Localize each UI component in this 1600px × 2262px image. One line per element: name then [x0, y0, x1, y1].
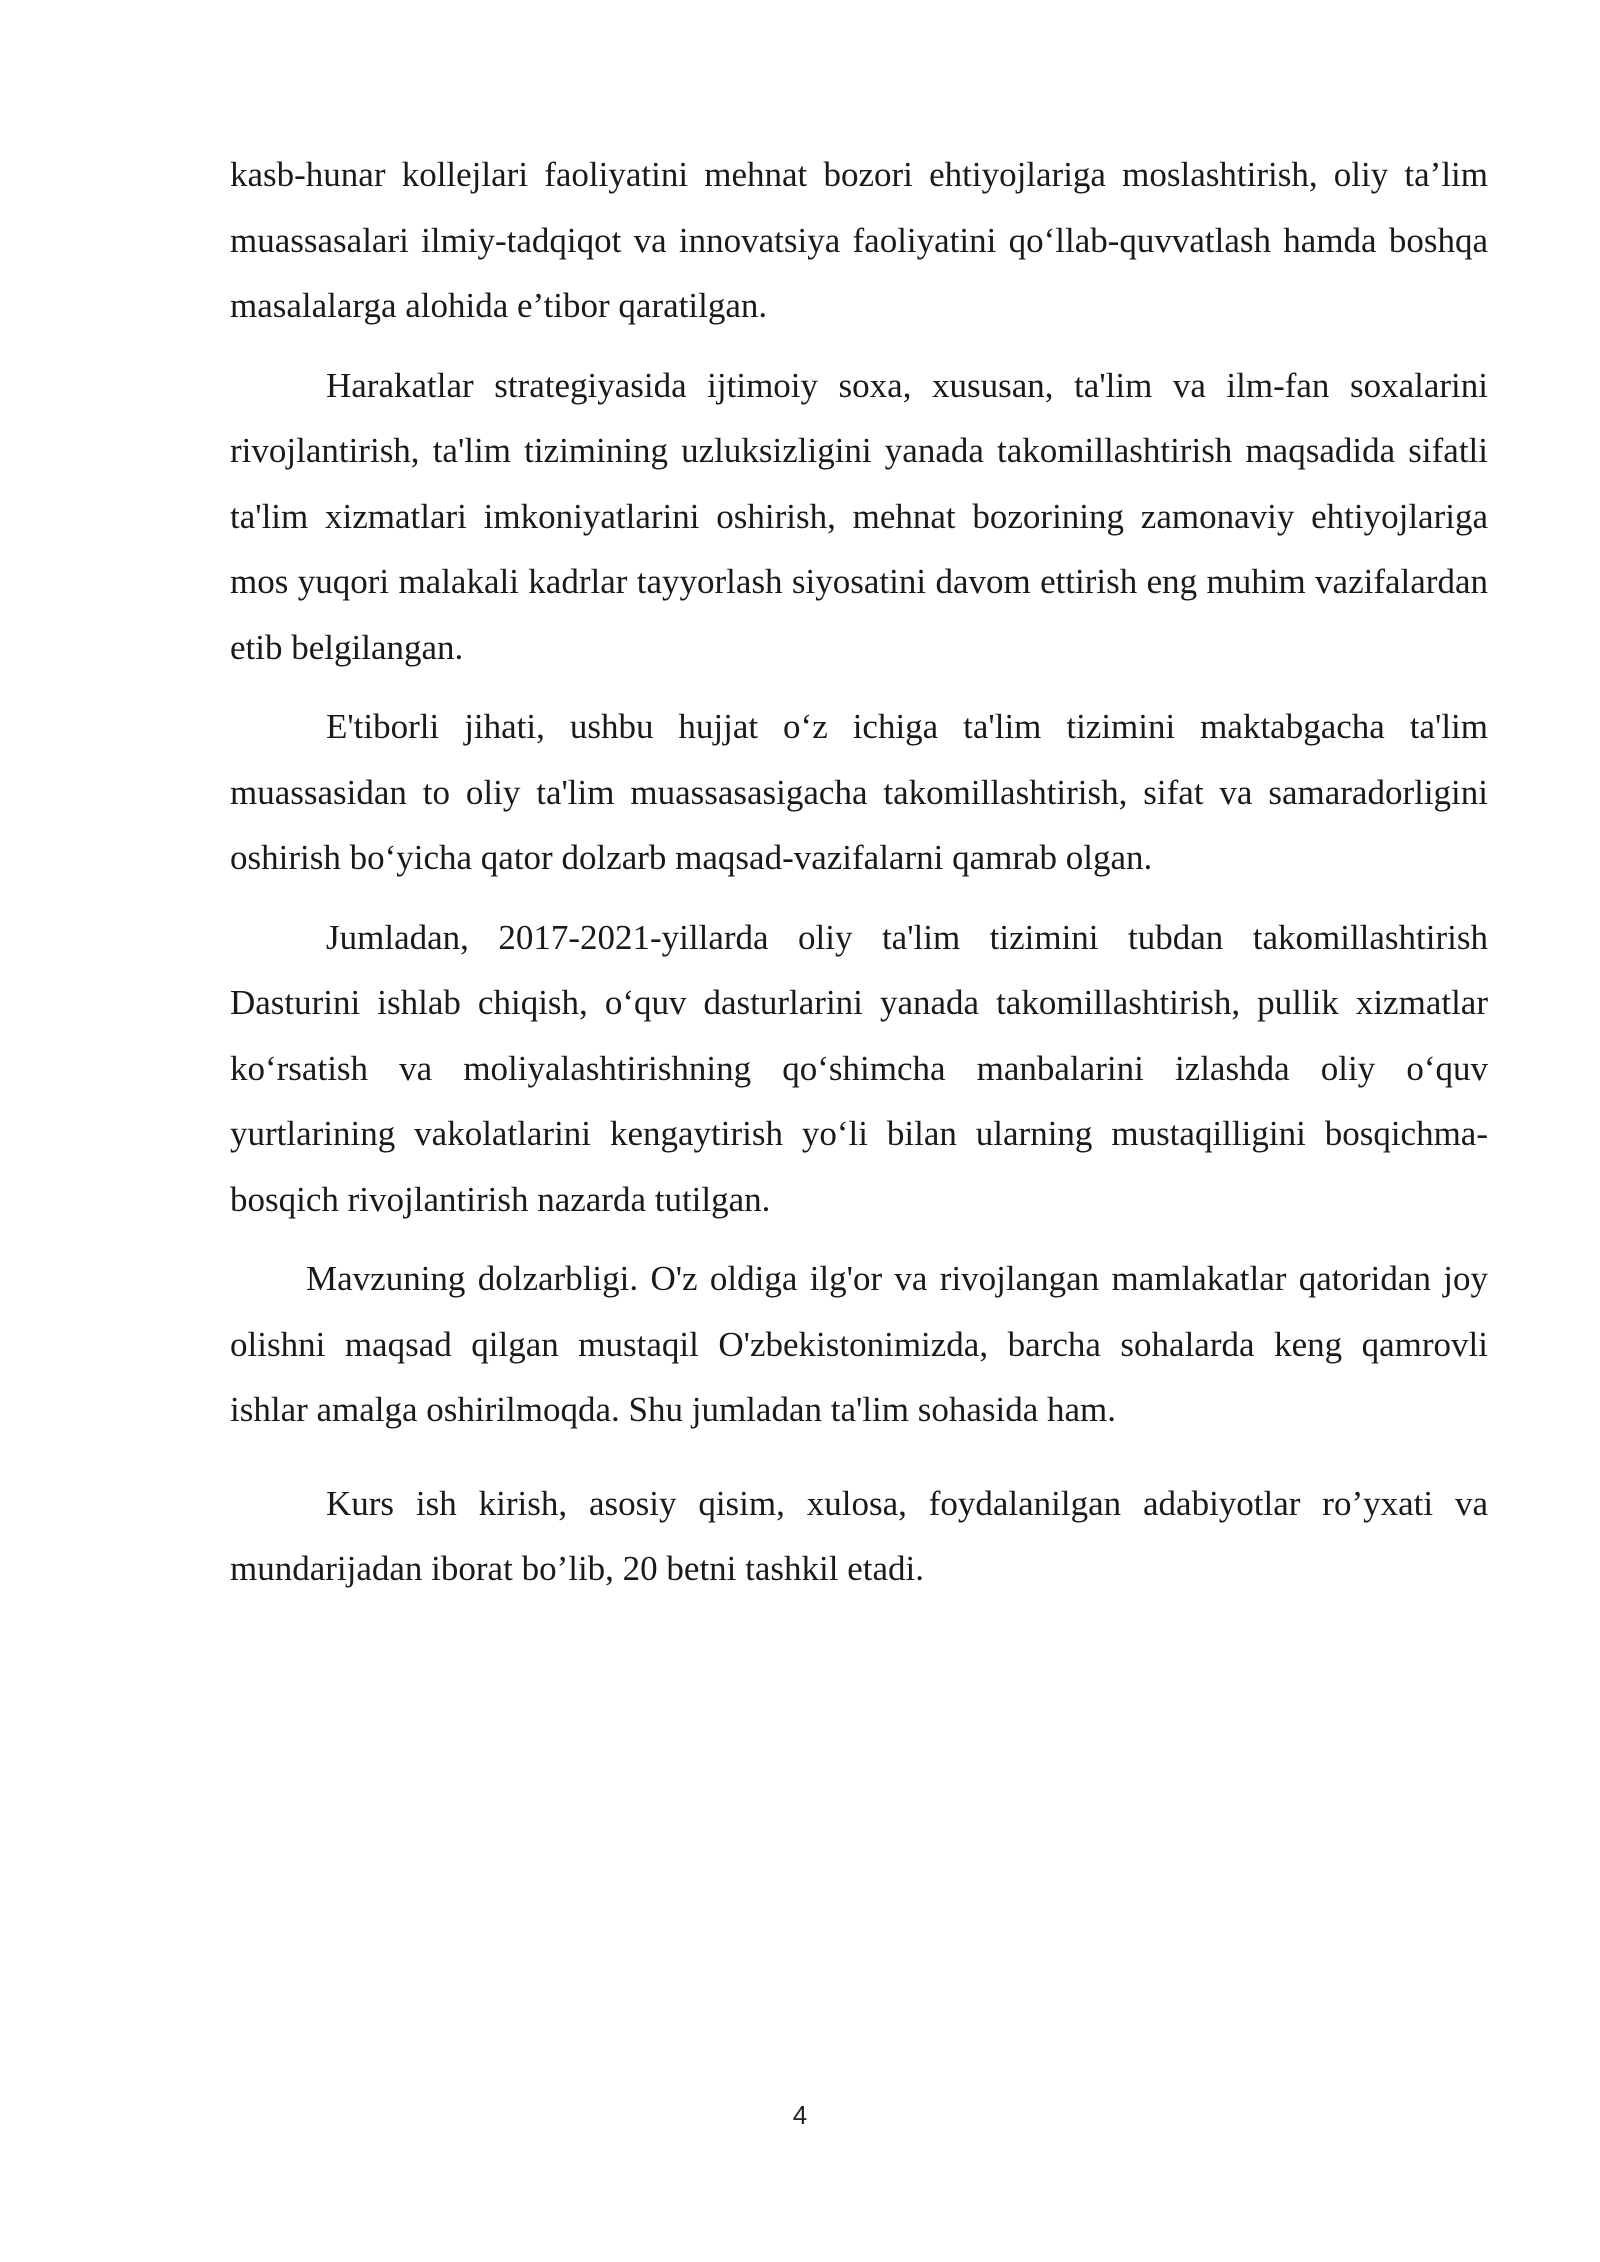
paragraph-jumladan: Jumladan, 2017-2021-yillarda oliy ta'lim tizimini tubdan takomillashtirish Dasturini ishlab chiqish, o‘quv dasturlarini yanada takomillashtirish, pullik xizmatlar ko‘rsatish va moliyalashtirishning qo‘shimcha manbalarini izlashda oliy o‘quv yurtlarining vakolatlarini kengaytirish yo‘li bilan ularning mustaqilligini bosqichma-bosqich rivojlantirish nazarda tutilgan. — [230, 917, 1488, 1219]
paragraph-etiborli-jihati: E'tiborli jihati, ushbu hujjat o‘z ichiga ta'lim tizimini maktabgacha ta'lim muassasidan to oliy ta'lim muassasasigacha takomillashtirish, sifat va samaradorligini oshirish bo‘yicha qator dolzarb maqsad-vazifalarni qamrab olgan. — [230, 707, 1488, 877]
page-number: 4 — [792, 2100, 808, 2130]
paragraph-kurs-ish-tuzilishi: Kurs ish kirish, asosiy qisim, xulosa, foydalanilgan adabiyotlar ro’yxati va mundarijadan iborat bo’lib, 20 betni tashkil etadi. — [230, 1483, 1488, 1588]
body-text — [230, 142, 1488, 1602]
paragraph-harakatlar-strategiyasi: Harakatlar strategiyasida ijtimoiy soxa, xususan, ta'lim va ilm-fan soxalarini rivojlantirish, ta'lim tizimining uzluksizligini yanada takomillashtirish maqsadida sifatli ta'lim xizmatlari imkoniyatlarini oshirish, mehnat bozorining zamonaviy ehtiyojlariga mos yuqori malakali kadrlar tayyorlash siyosatini davom ettirish eng muhim vazifalardan etib belgilangan. — [230, 365, 1488, 667]
paragraph-continuation: kasb-hunar kollejlari faoliyatini mehnat bozori ehtiyojlariga moslashtirish, oliy ta’lim muassasalari ilmiy-tadqiqot va innovatsiya faoliyatini qo‘llab-quvvatlash hamda boshqa masalalarga alohida e’tibor qaratilgan. — [230, 155, 1488, 325]
paragraph-mavzuning-dolzarbligi: Mavzuning dolzarbligi. O'z oldiga ilg'or va rivojlangan mamlakatlar qatoridan joy olishni maqsad qilgan mustaqil O'zbekistonimizda, barcha sohalarda keng qamrovli ishlar amalga oshirilmoqda. Shu jumladan ta'lim sohasida ham. — [230, 1259, 1488, 1429]
